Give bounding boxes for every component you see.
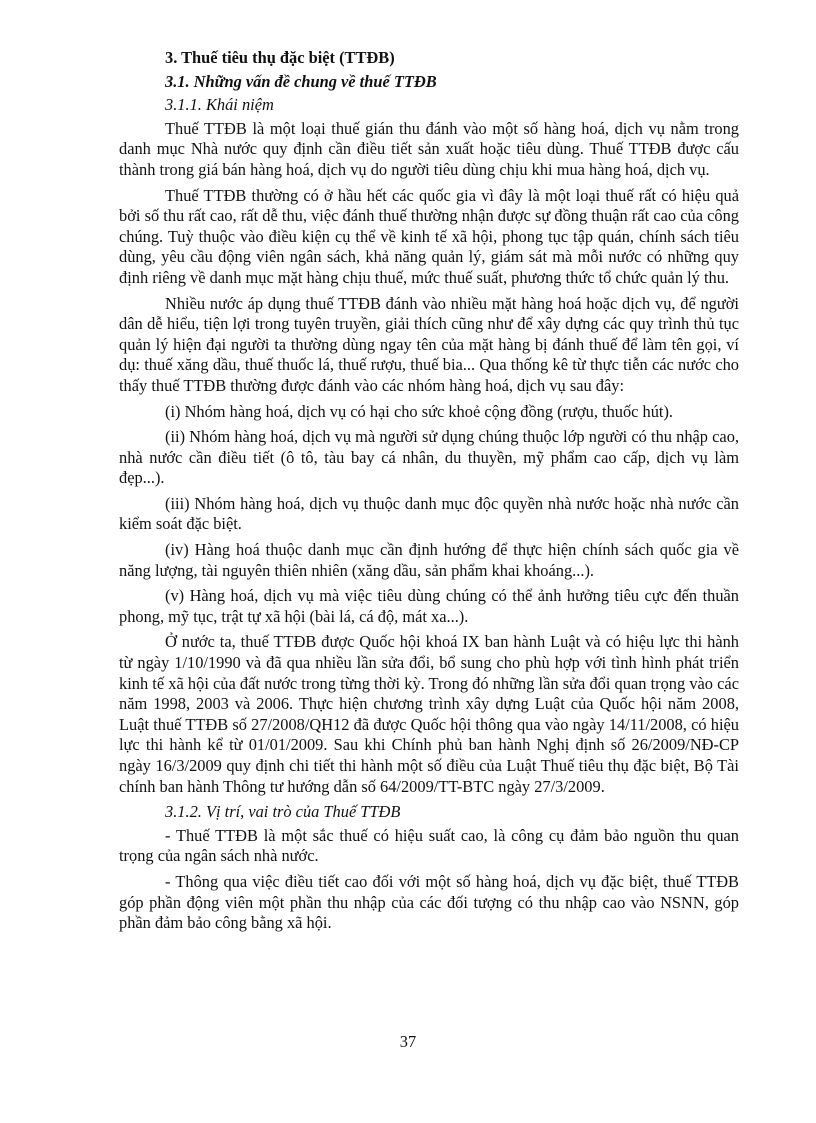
paragraph-history: Ở nước ta, thuế TTĐB được Quốc hội khoá IX ban hành Luật và có hiệu lực thi hành từ ngày 1/10/1990 và đã qua nhiều lần sửa đổi, bổ sung cho phù hợp với tình hình phát triển kinh tế xã hội của đất nước trong từng thời kỳ. Trong đó những lần sửa đổi quan trọng vào các năm 1998, 2003 và 2006. Thực hiện chương trình xây dựng Luật của Quốc hội năm 2008, Luật thuế TTĐB số 27/2008/QH12 đã được Quốc hội thông qua vào ngày 14/11/2008, có hiệu lực thi hành kể từ 01/01/2009. Sau khi Chính phủ ban hành Nghị định số 26/2009/NĐ-CP ngày 16/3/2009 quy định chi tiết thi hành một số điều của Luật Thuế tiêu thụ đặc biệt, Bộ Tài chính ban hành Thông tư hướng dẫn số 64/2009/TT-BTC ngày 27/3/2009. xyxy=(119,632,739,796)
chapter-heading: 3. Thuế tiêu thụ đặc biệt (TTĐB) xyxy=(165,48,395,67)
list-item-group-ii: (ii) Nhóm hàng hoá, dịch vụ mà người sử dụng chúng thuộc lớp người có thu nhập cao, nhà nước cần điều tiết (ô tô, tàu bay cá nhân, du thuyền, mỹ phẩm cao cấp, dịch vụ làm đẹp...). xyxy=(119,427,739,488)
list-item-group-v: (v) Hàng hoá, dịch vụ mà việc tiêu dùng chúng có thể ảnh hưởng tiêu cực đến thuần phong, mỹ tục, trật tự xã hội (bài lá, cá độ, mát xa...). xyxy=(119,586,739,626)
list-item-group-iii: (iii) Nhóm hàng hoá, dịch vụ thuộc danh mục độc quyền nhà nước hoặc nhà nước cần kiểm soát đặc biệt. xyxy=(119,493,739,534)
paragraph-prevalence: Thuế TTĐB thường có ở hầu hết các quốc gia vì đây là một loại thuế rất có hiệu quả bởi số thu rất cao, rất dễ thu, việc đánh thuế thường nhận được sự đồng thuận rất cao của công chúng. Tuỳ thuộc vào điều kiện cụ thể về kinh tế xã hội, phong tục tập quán, chính sách tiêu dùng, yêu cầu động viên ngân sách, khả năng quản lý, giám sát mà mỗi nước có những quy định riêng về danh mục mặt hàng chịu thuế, mức thuế suất, phương thức tổ chức quản lý thu. xyxy=(119,185,739,287)
list-item-group-iv: (iv) Hàng hoá thuộc danh mục cần định hướng để thực hiện chính sách quốc gia về năng lượng, tài nguyên thiên nhiên (xăng dầu, sản phẩm khai khoáng...). xyxy=(119,540,739,580)
subsection-heading-concept: 3.1.1. Khái niệm xyxy=(165,95,274,115)
subsection-heading-role: 3.1.2. Vị trí, vai trò của Thuế TTĐB xyxy=(165,802,401,822)
list-item-group-i: (i) Nhóm hàng hoá, dịch vụ có hại cho sức khoẻ cộng đồng (rượu, thuốc hút). xyxy=(165,401,674,421)
page-number: 37 xyxy=(399,1032,417,1051)
list-item-role-2: - Thông qua việc điều tiết cao đối với một số hàng hoá, dịch vụ đặc biệt, thuế TTĐB góp phần động viên một phần thu nhập của các đối tượng có thu nhập cao vào NSNN, góp phần đảm bảo công bằng xã hội. xyxy=(119,871,739,933)
section-heading: 3.1. Những vấn đề chung về thuế TTĐB xyxy=(165,71,437,91)
paragraph-naming: Nhiều nước áp dụng thuế TTĐB đánh vào nhiều mặt hàng hoá hoặc dịch vụ, để người dân dễ hiểu, tiện lợi trong tuyên truyền, giải thích cũng như để xây dựng các quy trình thủ tục quản lý hiện đại người ta thường dùng ngay tên của mặt hàng bị đánh thuế để làm tên gọi, ví dụ: thuế xăng dầu, thuế thuốc lá, thuế rượu, thuế bia... Qua thống kê từ thực tiễn các nước cho thấy thuế TTĐB thường được đánh vào các nhóm hàng hoá, dịch vụ sau đây: xyxy=(119,293,739,395)
paragraph-definition: Thuế TTĐB là một loại thuế gián thu đánh vào một số hàng hoá, dịch vụ nằm trong danh mục Nhà nước quy định cần điều tiết sản xuất hoặc tiêu dùng. Thuế TTĐB được cấu thành trong giá bán hàng hoá, dịch vụ do người tiêu dùng chịu khi mua hàng hoá, dịch vụ. xyxy=(119,118,739,179)
list-item-role-1: - Thuế TTĐB là một sắc thuế có hiệu suất cao, là công cụ đảm bảo nguồn thu quan trọng của ngân sách nhà nước. xyxy=(119,825,739,866)
document-page xyxy=(119,48,739,939)
